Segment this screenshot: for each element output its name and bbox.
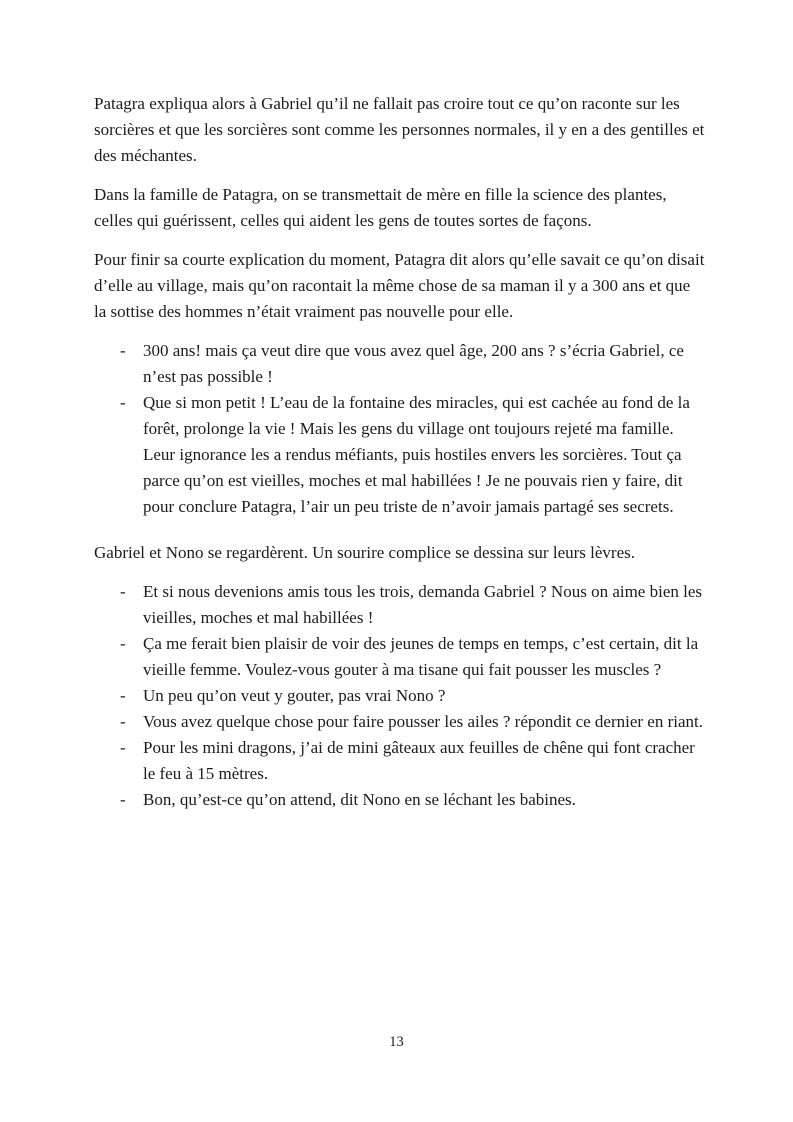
list-item-text: Un peu qu’on veut y gouter, pas vrai Nono ? bbox=[143, 686, 446, 705]
list-item bbox=[94, 735, 706, 787]
page-body-text bbox=[94, 91, 706, 833]
page-number: 13 bbox=[389, 1034, 404, 1050]
list-item bbox=[94, 787, 706, 813]
list-marker: - bbox=[120, 393, 126, 412]
list-item bbox=[94, 338, 706, 390]
dialogue-list bbox=[94, 338, 706, 520]
list-marker: - bbox=[120, 582, 126, 601]
paragraph: Pour finir sa courte explication du moment, Patagra dit alors qu’elle savait ce qu’on disait d’elle au village, mais qu’on racontait la même chose de sa maman il y a 300 ans et que la sottise des hommes n’était vraiment pas nouvelle pour elle. bbox=[94, 250, 705, 321]
list-item-text: Pour les mini dragons, j’ai de mini gâteaux aux feuilles de chêne qui font cracher le feu à 15 mètres. bbox=[143, 738, 695, 783]
list-marker: - bbox=[120, 738, 126, 757]
list-item-text: 300 ans! mais ça veut dire que vous avez quel âge, 200 ans ? s’écria Gabriel, ce n’est pas possible ! bbox=[143, 341, 684, 386]
list-marker: - bbox=[120, 686, 126, 705]
list-marker: - bbox=[120, 341, 126, 360]
list-item bbox=[94, 390, 706, 520]
list-marker: - bbox=[120, 790, 126, 809]
list-item-text: Que si mon petit ! L’eau de la fontaine des miracles, qui est cachée au fond de la forêt, prolonge la vie ! Mais les gens du village ont toujours rejeté ma famille. Leur ignorance les a rendus méfiants, puis hostiles envers les sorcières. Tout ça parce qu’on est vieilles, moches et mal habillées ! Je ne pouvais rien y faire, dit pour conclure Patagra, l’air un peu triste de n’avoir jamais partagé ses secrets. bbox=[143, 393, 690, 516]
paragraph: Gabriel et Nono se regardèrent. Un sourire complice se dessina sur leurs lèvres. bbox=[94, 543, 635, 562]
dialogue-list bbox=[94, 579, 706, 813]
list-item-text: Et si nous devenions amis tous les trois, demanda Gabriel ? Nous on aime bien les vieilles, moches et mal habillées ! bbox=[143, 582, 703, 627]
list-item bbox=[94, 709, 706, 735]
list-item-text: Ça me ferait bien plaisir de voir des jeunes de temps en temps, c’est certain, dit la vieille femme. Voulez-vous gouter à ma tisane qui fait pousser les muscles ? bbox=[143, 634, 699, 679]
paragraph: Dans la famille de Patagra, on se transmettait de mère en fille la science des plantes, celles qui guérissent, celles qui aident les gens de toutes sortes de façons. bbox=[94, 185, 667, 230]
list-marker: - bbox=[120, 712, 126, 731]
list-item-text: Bon, qu’est-ce qu’on attend, dit Nono en se léchant les babines. bbox=[143, 790, 576, 809]
list-marker: - bbox=[120, 634, 126, 653]
list-item-text: Vous avez quelque chose pour faire pousser les ailes ? répondit ce dernier en riant. bbox=[143, 712, 704, 731]
list-item bbox=[94, 631, 706, 683]
paragraph: Patagra expliqua alors à Gabriel qu’il ne fallait pas croire tout ce qu’on raconte sur les sorcières et que les sorcières sont comme les personnes normales, il y en a des gentilles et des méchantes. bbox=[94, 94, 705, 165]
list-item bbox=[94, 683, 706, 709]
list-item bbox=[94, 579, 706, 631]
